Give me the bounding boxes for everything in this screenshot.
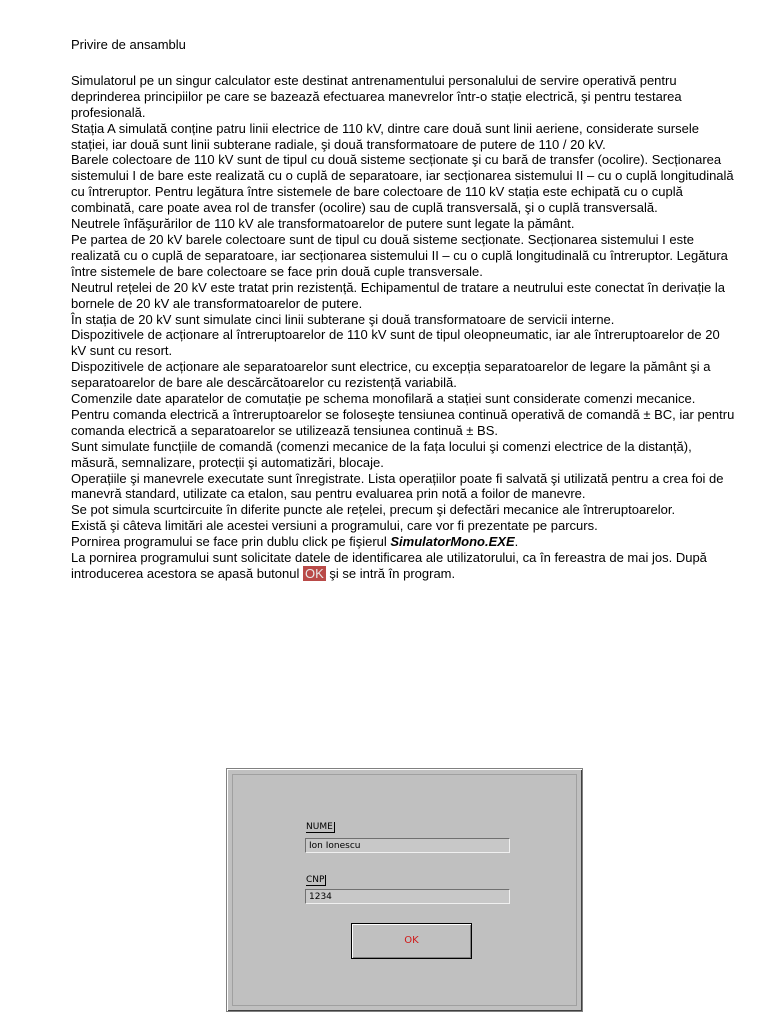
paragraph-busbars-110: Barele colectoare de 110 kV sunt de tipul cu două sisteme secționate şi cu bară de transfer (ocolire). Secționarea sistemului I de bare este realizată cu o cuplă de separatoare, iar secționarea sistemului II – cu o cuplă longitudinală cu întreruptor. Pentru legătura între sistemele de bare colectoare de 110 kV stația este echipată cu o cuplă combinată, care poate avea rol de transfer (ocolire) sau de cuplă transversală, şi o cuplă transversală. [71, 152, 734, 216]
paragraph-disconnector-drives: Dispozitivele de acționare ale separatoarelor sunt electrice, cu excepția separatoarelor de legare la pământ şi a separatoarelor de bare ale descărcătoarelor cu rezistență variabilă. [71, 359, 711, 391]
ok-button[interactable]: OK [351, 923, 472, 959]
login-suffix: şi se intră în program. [325, 566, 456, 581]
cnp-input[interactable]: 1234 [305, 889, 510, 904]
paragraph-recording: Operațiile şi manevrele executate sunt înregistrate. Lista operațiilor poate fi salvată şi utilizată pentru a crea foi de manevră standard, utilizate ca etalon, sau pentru evaluarea prin notă a foilor de manevre. [71, 470, 724, 502]
paragraph-station-20: În stația de 20 kV sunt simulate cinci linii subterane şi două transformatoare de servicii interne. [71, 311, 615, 327]
name-input[interactable]: Ion Ionescu [305, 838, 510, 853]
launch-prefix: Pornirea programului se face prin dublu click pe fişierul [71, 534, 391, 550]
login-dialog [226, 768, 583, 1012]
paragraph-launch [71, 534, 735, 550]
cnp-label-text: CNP [306, 875, 325, 885]
document-body [71, 37, 735, 582]
paragraph-intro: Simulatorul pe un singur calculator este destinat antrenamentului personalului de servire operativă pentru deprinderea principiilor pe care se bazează efectuarea manevrelor într-o stație electrică, şi pentru testarea profesională. [71, 72, 682, 120]
paragraph-functions: Sunt simulate funcțiile de comandă (comenzi mecanice de la fața locului şi comenzi electrice de la distanță), măsură, semnalizare, protecții şi automatizări, blocaje. [71, 438, 692, 470]
paragraph-station-a: Stația A simulată conține patru linii electrice de 110 kV, dintre care două sunt linii aeriene, considerate sursele stației, iar două sunt linii subterane radiale, şi două transformatoare de putere de 110 / 20 kV. [71, 120, 699, 152]
paragraph-neutrals-110: Neutrele înfăşurărilor de 110 kV ale transformatoarelor de putere sunt legate la pământ. [71, 216, 575, 232]
paragraph-busbars-20: Pe partea de 20 kV barele colectoare sunt de tipul cu două sisteme secționate. Secționarea sistemului I este realizată cu o cuplă de separatoare, iar secționarea sistemului II – cu o cuplă longitudinală cu întreruptor. Legătura între sistemele de bare colectoare se face prin două cuple transversale. [71, 231, 728, 279]
paragraph-mechanical-commands: Comenzile date aparatelor de comutație pe schema monofilară a stației sunt considerate comenzi mecanice. [71, 391, 696, 407]
paragraph-electrical-commands: Pentru comanda electrică a întreruptoarelor se foloseşte tensiunea continuă operativă de comandă ± BC, iar pentru comanda electrică a separatoarelor se utilizează tensiunea continuă ± BS. [71, 406, 735, 438]
name-label-text: NUME [306, 822, 333, 832]
launch-suffix: . [514, 534, 519, 550]
cnp-label [306, 875, 326, 886]
paragraph-short-circuits: Se pot simula scurtcircuite în diferite puncte ale rețelei, precum şi defectări mecanice ale întreruptoarelor. [71, 502, 676, 518]
name-label [306, 822, 335, 833]
paragraph-neutral-20: Neutrul rețelei de 20 kV este tratat prin rezistență. Echipamentul de tratare a neutrului este conectat în derivație la bornele de 20 kV ale transformatoarelor de putere. [71, 279, 725, 311]
paragraph-login [71, 550, 735, 582]
paragraph-breaker-drives: Dispozitivele de acționare al întreruptoarelor de 110 kV sunt de tipul oleopneumatic, iar ale întreruptoarelor de 20 kV sunt cu resort. [71, 327, 720, 359]
launch-file-name: SimulatorMono.EXE [390, 534, 515, 550]
login-prefix: La pornirea programului sunt solicitate datele de identificarea ale utilizatorului, ca în fereastra de mai jos. După introducerea acestora se apasă butonul [71, 550, 707, 581]
dialog-frame [232, 774, 577, 1006]
paragraph-limitations: Există şi câteva limitări ale acestei versiuni a programului, care vor fi prezentate pe parcurs. [71, 518, 598, 534]
document-title: Privire de ansamblu [71, 37, 186, 52]
inline-ok-highlight: OK [305, 566, 324, 581]
